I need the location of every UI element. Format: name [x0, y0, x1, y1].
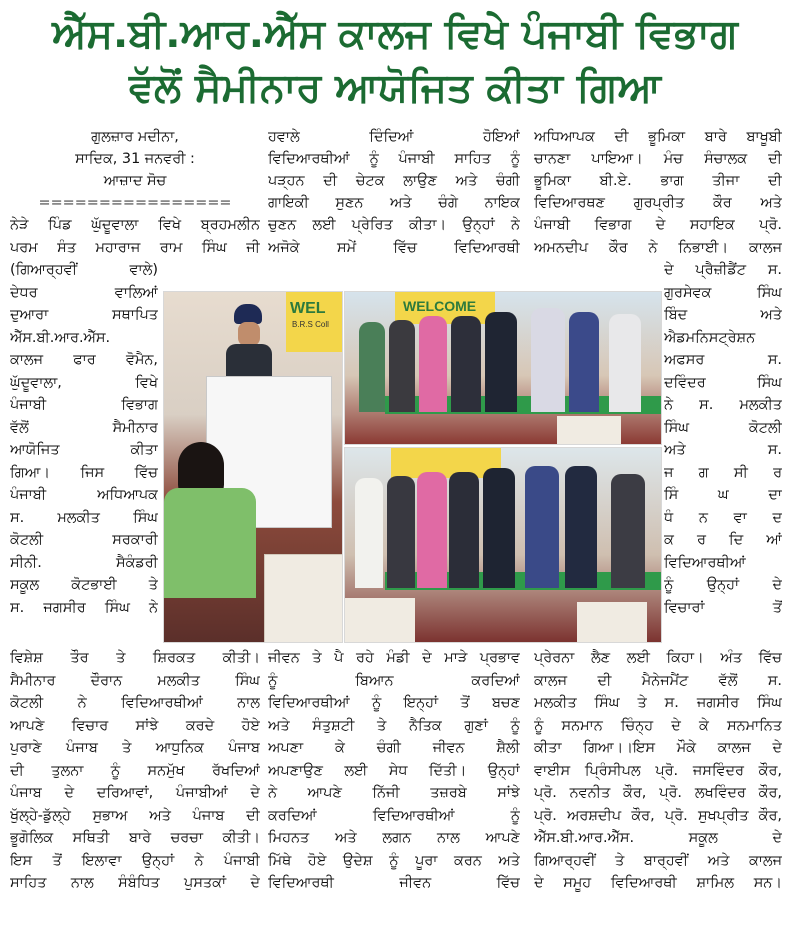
text-line: ਮਿੱਥੇ ਹੋਏ ਉਦੇਸ਼ ਨੂੰ ਪੂਰਾ ਕਰਨ ਅਤੇ	[268, 853, 520, 869]
text-line: ਕੋਟਲੀ ਸਰਕਾਰੀ	[10, 532, 158, 548]
group-person	[355, 478, 383, 588]
photo-felicitation-top	[344, 291, 662, 445]
text-line: ਵਿਸ਼ੇਸ਼ ਤੌਰ ਤੇ ਸ਼ਿਰਕਤ ਕੀਤੀ।	[10, 650, 260, 666]
text-line: ਵਿਦਿਆਰਥੀਆਂ ਨੂੰ ਇਨ੍ਹਾਂ ਤੋਂ ਬਚਣ	[268, 695, 520, 711]
text-line: (ਗਿਆਰ੍ਹਵੀਂ ਵਾਲੇ)	[10, 262, 158, 278]
byline-dateline: ਸਾਦਿਕ, 31 ਜਨਵਰੀ :	[75, 151, 195, 167]
group-person	[611, 474, 645, 588]
text-line: ਸੈਮੀਨਾਰ ਦੌਰਾਨ ਮਲਕੀਤ ਸਿੰਘ	[10, 673, 260, 689]
text-line: ਦੇ ਪ੍ਰੈਜ਼ੀਡੈਂਟ ਸ.	[664, 262, 782, 278]
text-line: ਅਪਣਾ ਕੇ ਚੰਗੀ ਜੀਵਨ ਸ਼ੈਲੀ	[268, 740, 520, 756]
text-line: ਸ. ਮਲਕੀਤ ਸਿੰਘ	[10, 510, 158, 526]
byline-source: ਆਜ਼ਾਦ ਸੋਚ	[103, 173, 167, 189]
headline-line-2: ਵੱਲੋਂ ਸੈਮੀਨਾਰ ਆਯੋਜਿਤ ਕੀਤਾ ਗਿਆ	[128, 65, 662, 111]
text-line: ਸਿੰਘ ਕੋਟਲੀ	[664, 420, 782, 436]
text-line: ਪੰਜਾਬੀ ਵਿਭਾਗ	[10, 397, 158, 413]
group-person	[449, 472, 479, 588]
text-line: ਭੂਗੋਲਿਕ ਸਥਿਤੀ ਬਾਰੇ ਚਰਚਾ ਕੀਤੀ।	[10, 830, 260, 846]
text-line: ਹਵਾਲੇ ਦਿੰਦਿਆਂ ਹੋਇਆਂ	[268, 129, 520, 145]
chair	[345, 598, 415, 642]
text-line: ਨੇੜੇ ਪਿੰਡ ਘੁੱਦੂਵਾਲਾ ਵਿਖੇ ਬ੍ਰਹਮਲੀਨ	[10, 217, 260, 233]
group-person	[525, 466, 559, 588]
text-line: ਸਾਹਿਤ ਨਾਲ ਸੰਬੰਧਿਤ ਪੁਸਤਕਾਂ ਦੇ	[10, 875, 260, 891]
text-line: ਪ੍ਰੋ. ਨਵਨੀਤ ਕੌਰ, ਪ੍ਰੋ. ਲਖਵਿੰਦਰ ਕੌਰ,	[534, 785, 782, 801]
text-line: ਭੂਮਿਕਾ ਬੀ.ਏ. ਭਾਗ ਤੀਜਾ ਦੀ	[534, 173, 782, 189]
text-line: ਨੇ ਸ. ਮਲਕੀਤ	[664, 397, 782, 413]
text-line: ਅਪਣਾਉਣ ਲਈ ਸੇਧ ਦਿੱਤੀ। ਉਨ੍ਹਾਂ	[268, 763, 520, 779]
text-line: ਸਿੰ ਘ ਦਾ	[664, 487, 782, 503]
text-line: ਵਿਚਾਰਾਂ ਤੋਂ	[664, 600, 782, 616]
text-line: ਗਾਇਕੀ ਸੁਣਨ ਅਤੇ ਚੰਗੇ ਨਾਇਕ	[268, 195, 520, 211]
photo-felicitation-bottom	[344, 447, 662, 643]
text-line: ਪੰਜਾਬੀ ਅਧਿਆਪਕ	[10, 487, 158, 503]
group-person	[419, 316, 447, 412]
text-line: ਇਸ ਤੋਂ ਇਲਾਵਾ ਉਨ੍ਹਾਂ ਨੇ ਪੰਜਾਬੀ	[10, 853, 260, 869]
text-line: ਵਿਦਿਆਰਥੀਆਂ ਨੂੰ ਪੰਜਾਬੀ ਸਾਹਿਤ ਨੂੰ	[268, 151, 520, 167]
text-line: ਆਯੋਜਿਤ ਕੀਤਾ	[10, 442, 158, 458]
text-line: ਵਿਦਿਆਰਥਣ ਗੁਰਪ੍ਰੀਤ ਕੌਰ ਅਤੇ	[534, 195, 782, 211]
group-person	[389, 320, 415, 412]
text-line: ਦੇ ਸਮੂਹ ਵਿਦਿਆਰਥੀ ਸ਼ਾਮਿਲ ਸਨ।	[534, 875, 782, 891]
group-person	[569, 312, 599, 412]
text-line: ਵਿਦਿਆਰਥੀਆਂ	[664, 555, 746, 571]
banner-subtext: B.R.S Coll	[292, 320, 329, 329]
text-line: ਅਫਸਰ ਸ.	[664, 352, 782, 368]
text-line: ਐਡਮਨਿਸਟ੍ਰੇਸ਼ਨ	[664, 330, 756, 346]
yellow-banner	[286, 292, 342, 352]
text-line: ਕਰਦਿਆਂ ਵਿਦਿਆਰਥੀਆਂ ਨੂੰ	[268, 808, 520, 824]
text-line: ਪੜ੍ਹਨ ਦੀ ਚੇਟਕ ਲਾਉਣ ਅਤੇ ਚੰਗੀ	[268, 173, 520, 189]
text-line: ਕੋਟਲੀ ਨੇ ਵਿਦਿਆਰਥੀਆਂ ਨਾਲ	[10, 695, 260, 711]
headline-line-1: ਐੱਸ.ਬੀ.ਆਰ.ਐੱਸ ਕਾਲਜ ਵਿਖੇ ਪੰਜਾਬੀ ਵਿਭਾਗ	[52, 11, 738, 57]
photo-speaker-at-podium	[163, 291, 343, 643]
text-line: ਚਾਨਣਾ ਪਾਇਆ। ਮੰਚ ਸੰਚਾਲਕ ਦੀ	[534, 151, 782, 167]
speaker-turban	[234, 304, 262, 324]
chair	[577, 602, 647, 642]
text-line: ਜ ਗ ਸੀ ਰ	[664, 465, 782, 481]
text-line: ਅਧਿਆਪਕ ਦੀ ਭੂਮਿਕਾ ਬਾਰੇ ਬਾਖੂਬੀ	[534, 129, 782, 145]
text-line: ਬਿੰਦ ਅਤੇ	[664, 307, 782, 323]
text-line: ਮਲਕੀਤ ਸਿੰਘ ਤੇ ਸ. ਜਗਸੀਰ ਸਿੰਘ	[534, 695, 782, 711]
text-line: ਕਾਲਜ ਦੀ ਮੈਨੇਜਮੈਂਟ ਵੱਲੋਂ ਸ.	[534, 673, 782, 689]
chair	[557, 416, 621, 444]
text-line: ਪੰਜਾਬ ਦੇ ਦਰਿਆਵਾਂ, ਪੰਜਾਬੀਆਂ ਦੇ	[10, 785, 260, 801]
text-line: ਨੂੰ ਉਨ੍ਹਾਂ ਦੇ	[664, 577, 782, 593]
byline-separator: ================	[38, 195, 232, 211]
group-person	[531, 308, 565, 412]
text-line: ਗਿਆ। ਜਿਸ ਵਿੱਚ	[10, 465, 158, 481]
group-person	[483, 468, 515, 588]
group-person	[485, 312, 517, 412]
text-line: ਅਤੇ ਸ.	[664, 442, 782, 458]
text-line: ਨੂੰ ਸਨਮਾਨ ਚਿੰਨ੍ਹ ਦੇ ਕੇ ਸਨਮਾਨਿਤ	[534, 718, 782, 734]
text-line: ਜੀਵਨ ਤੇ ਪੈ ਰਹੇ ਮੰਡੀ ਦੇ ਮਾੜੇ ਪ੍ਰਭਾਵ	[268, 650, 520, 666]
text-line: ਵਾਈਸ ਪ੍ਰਿੰਸੀਪਲ ਪ੍ਰੋ. ਜਸਵਿੰਦਰ ਕੌਰ,	[534, 763, 782, 779]
group-person	[387, 476, 415, 588]
speaker-face	[238, 322, 260, 346]
text-line: ਦਵਿੰਦਰ ਸਿੰਘ	[664, 375, 782, 391]
text-line: ਪੁਰਾਣੇ ਪੰਜਾਬ ਤੇ ਆਧੁਨਿਕ ਪੰਜਾਬ	[10, 740, 260, 756]
text-line: ਦੀ ਤੁਲਨਾ ਨੂੰ ਸਨਮੁੱਖ ਰੱਖਦਿਆਂ	[10, 763, 260, 779]
banner-text: WELCOME	[403, 298, 477, 314]
text-line: ਕੀਤਾ ਗਿਆ।।ਇਸ ਮੌਕੇ ਕਾਲਜ ਦੇ	[534, 740, 782, 756]
group-person	[417, 472, 447, 588]
text-line: ਅਤੇ ਸੰਤੁਸ਼ਟੀ ਤੇ ਨੈਤਿਕ ਗੁਣਾਂ ਨੂੰ	[268, 718, 520, 734]
student-green-shirt	[164, 488, 256, 598]
text-line: ਵਿਦਿਆਰਥੀ ਜੀਵਨ ਵਿੱਚ	[268, 875, 520, 891]
text-line: ਐੱਸ.ਬੀ.ਆਰ.ਐੱਸ. ਸਕੂਲ ਦੇ	[534, 830, 782, 846]
group-person	[359, 322, 385, 412]
text-line: ਨੂੰ ਬਿਆਨ ਕਰਦਿਆਂ	[268, 673, 520, 689]
text-line: ਨੇ ਆਪਣੇ ਨਿੱਜੀ ਤਜ਼ਰਬੇ ਸਾਂਝੇ	[268, 785, 520, 801]
byline-author: ਗੁਲਜ਼ਾਰ ਮਦੀਨਾ,	[91, 129, 179, 145]
text-line: ਆਪਣੇ ਵਿਚਾਰ ਸਾਂਝੇ ਕਰਦੇ ਹੋਏ	[10, 718, 260, 734]
text-line: ਐੱਸ.ਬੀ.ਆਰ.ਐੱਸ.	[10, 330, 111, 346]
text-line: ਪ੍ਰੇਰਨਾ ਲੈਣ ਲਈ ਕਿਹਾ। ਅੰਤ ਵਿੱਚ	[534, 650, 782, 666]
text-line: ਅਮਨਦੀਪ ਕੌਰ ਨੇ ਨਿਭਾਈ। ਕਾਲਜ	[534, 240, 782, 256]
text-line: ਚੁਣਨ ਲਈ ਪ੍ਰੇਰਿਤ ਕੀਤਾ। ਉਨ੍ਹਾਂ ਨੇ	[268, 217, 520, 233]
text-line: ਪਰਮ ਸੰਤ ਮਹਾਰਾਜ ਰਾਮ ਸਿੰਘ ਜੀ	[10, 240, 260, 256]
group-person	[609, 314, 641, 412]
chair	[264, 554, 343, 643]
text-line: ਮਿਹਨਤ ਅਤੇ ਲਗਨ ਨਾਲ ਆਪਣੇ	[268, 830, 520, 846]
text-line: ਸੀਨੀ. ਸੈਕੰਡਰੀ	[10, 555, 158, 571]
text-line: ਸ. ਜਗਸੀਰ ਸਿੰਘ ਨੇ	[10, 600, 158, 616]
text-line: ਕ ਰ ਦਿ ਆਂ	[664, 532, 782, 548]
text-line: ਵੱਲੋਂ ਸੈਮੀਨਾਰ	[10, 420, 158, 436]
text-line: ਦੁਆਰਾ ਸਥਾਪਿਤ	[10, 307, 158, 323]
text-line: ਸਕੂਲ ਕੋਟਭਾਈ ਤੇ	[10, 577, 158, 593]
text-line: ਪ੍ਰੋ. ਅਰਸ਼ਦੀਪ ਕੌਰ, ਪ੍ਰੋ. ਸੁਖਪ੍ਰੀਤ ਕੌਰ,	[534, 808, 782, 824]
text-line: ਗੁਰਸੇਵਕ ਸਿੰਘ	[664, 285, 782, 301]
text-line: ਦੇਧਰ ਵਾਲਿਆਂ	[10, 285, 158, 301]
text-line: ਕਾਲਜ ਫਾਰ ਵੋਮੈਨ,	[10, 352, 158, 368]
group-person	[565, 466, 597, 588]
banner-text: WEL	[290, 300, 326, 317]
text-line: ਗਿਆਰ੍ਹਵੀਂ ਤੇ ਬਾਰ੍ਹਵੀਂ ਅਤੇ ਕਾਲਜ	[534, 853, 782, 869]
text-line: ਅਜੋਕੇ ਸਮੇਂ ਵਿੱਚ ਵਿਦਿਆਰਥੀ	[268, 240, 520, 256]
text-line: ਧੰ ਨ ਵਾ ਦ	[664, 510, 782, 526]
text-line: ਪੰਜਾਬੀ ਵਿਭਾਗ ਦੇ ਸਹਾਇਕ ਪ੍ਰੋ.	[534, 217, 782, 233]
group-person	[451, 316, 481, 412]
text-line: ਘੁੱਦੂਵਾਲਾ, ਵਿਖੇ	[10, 375, 158, 391]
text-line: ਖੁੱਲ੍ਹੇ-ਡੁੱਲ੍ਹੇ ਸੁਭਾਅ ਅਤੇ ਪੰਜਾਬ ਦੀ	[10, 808, 260, 824]
